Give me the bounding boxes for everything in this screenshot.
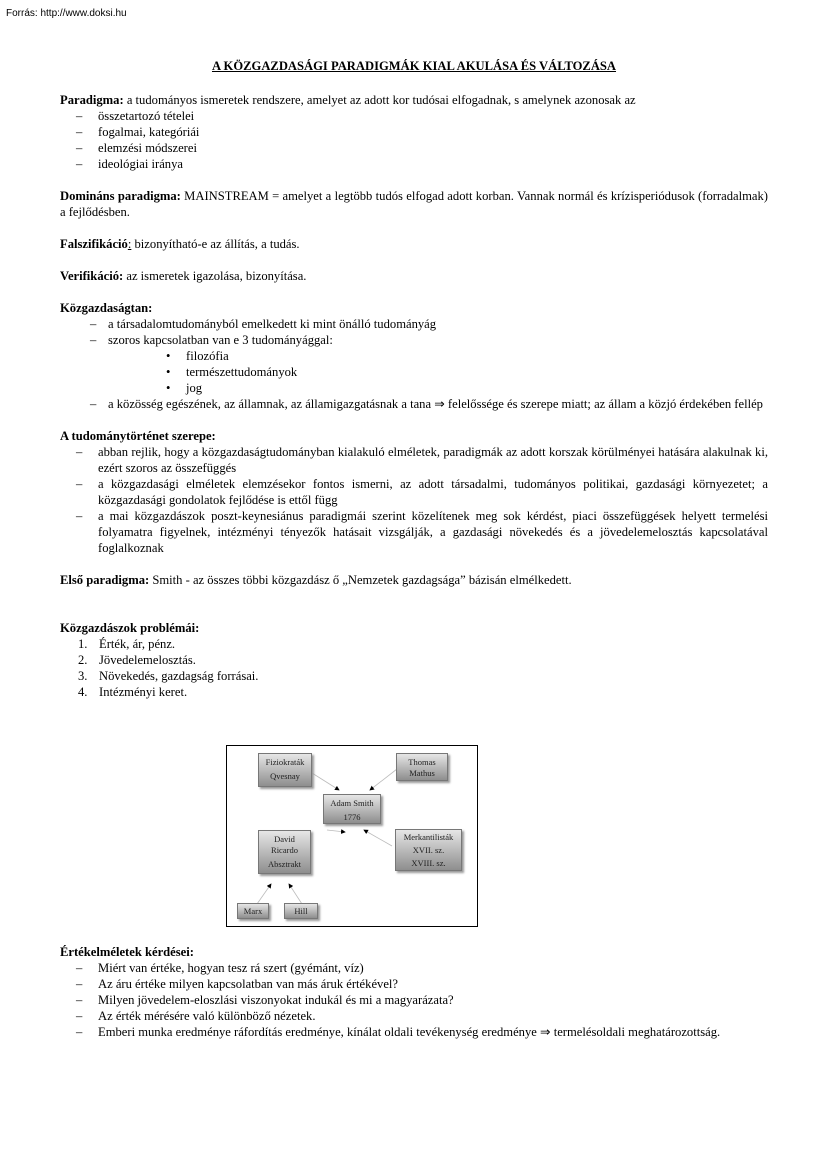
arrow-line	[257, 884, 271, 904]
list-item: – abban rejlik, hogy a közgazdaságtudományban kialakuló elméletek, paradigmák az adott korszak körülményei hatására alakulnak ki, ezért szoros az összefüggés	[60, 444, 768, 476]
david-ricardo-box	[258, 830, 311, 874]
ertekelmeletek-section	[60, 944, 768, 1040]
arrow-line	[370, 769, 397, 790]
item-text: Intézményi keret.	[99, 685, 188, 699]
falszifikacio-colon: :	[127, 237, 132, 251]
verifikacio-text: az ismeretek igazolása, bizonyítása.	[123, 269, 307, 283]
list-item: – összetartozó tételei	[60, 108, 768, 124]
tudomanytortenet-section	[60, 428, 768, 556]
document-body	[60, 58, 768, 700]
list-item: – Milyen jövedelem-eloszlási viszonyokat indukál és mi a magyarázata?	[60, 992, 768, 1008]
arrow-line	[289, 884, 302, 904]
bullet-item: • filozófia	[108, 348, 768, 364]
elso-text: Smith - az összes többi közgazdász ő „Nemzetek gazdagsága” bázisán elmélkedett.	[149, 573, 572, 587]
dominans-section	[60, 188, 768, 220]
falszifikacio-term: Falszifikáció	[60, 237, 128, 251]
list-item: – a mai közgazdászok poszt-keynesiánus paradigmái szerint közelítenek meg sok kérdést, piaci összefüggések helyett termelési folyamatra figyelnek, intézményi tényezők hatásait vizsgálják, a gazdasági növekedés és a jövedelemelosztás kapcsolatával foglalkoznak	[60, 508, 768, 556]
item-text: Növekedés, gazdagság forrásai.	[99, 669, 259, 683]
numbered-item	[60, 668, 768, 684]
numbered-item	[60, 684, 768, 700]
arrow-line	[364, 830, 392, 846]
adam-smith-box	[323, 794, 381, 824]
box-label: David	[274, 834, 295, 844]
list-item: – fogalmai, kategóriái	[60, 124, 768, 140]
dominans-text: MAINSTREAM = amelyet a legtöbb tudós elfogad adott korban. Vannak normál és krízisperiódusok (forradalmak) a fejlődésben.	[60, 189, 768, 219]
numbered-item	[60, 636, 768, 652]
box-label: Absztrakt	[267, 859, 302, 869]
box-label: XVIII. sz.	[411, 858, 446, 868]
item-text: Jövedelemelosztás.	[99, 653, 196, 667]
list-item-text: szoros kapcsolatban van e 3 tudományággal:	[108, 333, 333, 347]
list-item: – a közösség egészének, az államnak, az államigazgatásnak a tana ⇒ felelőssége és szerepe miatt; az állam a közjó érdekében fellép	[60, 396, 768, 412]
kozgazdasagtan-heading: Közgazdaságtan:	[60, 301, 153, 315]
thomas-box	[396, 753, 448, 781]
fiziokratak-box	[258, 753, 312, 787]
bullet-item: • természettudományok	[108, 364, 768, 380]
marx-box: Marx	[237, 903, 269, 919]
dominans-term: Domináns paradigma:	[60, 189, 181, 203]
merkantilistak-box	[395, 829, 462, 871]
ertekelmeletek-heading: Értékelméletek kérdései:	[60, 945, 194, 959]
paradigma-section	[60, 92, 768, 172]
verifikacio-term: Verifikáció:	[60, 269, 124, 283]
problemak-heading: Közgazdászok problémái:	[60, 621, 200, 635]
problemak-section	[60, 620, 768, 700]
list-item: – a közgazdasági elméletek elemzésekor fontos ismerni, az adott társadalmi, tudományos politikai, gazdasági környezetet; a közgazdasági gondolatok fejlődése is ettől függ	[60, 476, 768, 508]
numbered-item	[60, 652, 768, 668]
list-item: – ideológiai iránya	[60, 156, 768, 172]
box-label: Mathus	[409, 768, 435, 778]
box-label: Adam Smith	[330, 798, 374, 808]
falszifikacio-text: bizonyítható-e az állítás, a tudás.	[131, 237, 300, 251]
list-item: – a társadalomtudományból emelkedett ki mint önálló tudományág	[60, 316, 768, 332]
item-number: 4.	[78, 685, 88, 699]
box-label: Merkantilisták	[403, 832, 454, 842]
elso-term: Első paradigma:	[60, 573, 150, 587]
bullet-item: • jog	[108, 380, 768, 396]
hill-box: Hill	[284, 903, 318, 919]
arrow-line	[312, 773, 339, 790]
item-text: Érték, ár, pénz.	[99, 637, 176, 651]
list-item: – Miért van értéke, hogyan tesz rá szert (gyémánt, víz)	[60, 960, 768, 976]
document-title: A KÖZGAZDASÁGI PARADIGMÁK KIAL AKULÁSA ÉS VÁLTOZÁSA	[211, 59, 617, 73]
tudomanytortenet-heading: A tudománytörténet szerepe:	[60, 429, 216, 443]
box-label: Thomas	[408, 757, 436, 767]
paradigma-text: a tudományos ismeretek rendszere, amelyet az adott kor tudósai elfogadnak, s amelynek azonosak az	[123, 93, 636, 107]
falszifikacio-section	[60, 236, 768, 252]
box-label: 1776	[343, 812, 361, 822]
list-item: – elemzési módszerei	[60, 140, 768, 156]
elso-section	[60, 572, 768, 588]
list-item	[60, 332, 768, 396]
arrow-line	[327, 830, 345, 832]
verifikacio-section	[60, 268, 768, 284]
box-label: Qvesnay	[270, 771, 300, 781]
kozgazdasagtan-section	[60, 300, 768, 412]
box-label: Fiziokraták	[265, 757, 305, 767]
item-number: 1.	[78, 637, 88, 651]
item-number: 2.	[78, 653, 88, 667]
item-number: 3.	[78, 669, 88, 683]
box-label: Ricardo	[271, 845, 298, 855]
paradigm-diagram	[226, 745, 478, 927]
source-note: Forrás: http://www.doksi.hu	[6, 8, 127, 19]
paradigma-term: Paradigma:	[60, 93, 124, 107]
box-label: XVII. sz.	[412, 845, 445, 855]
list-item: – Emberi munka eredménye ráfordítás eredménye, kínálat oldali tevékenység eredménye ⇒ termelésoldali meghatározottság.	[60, 1024, 768, 1040]
list-item: – Az érték mérésére való különböző nézetek.	[60, 1008, 768, 1024]
list-item: – Az áru értéke milyen kapcsolatban van más áruk értékével?	[60, 976, 768, 992]
